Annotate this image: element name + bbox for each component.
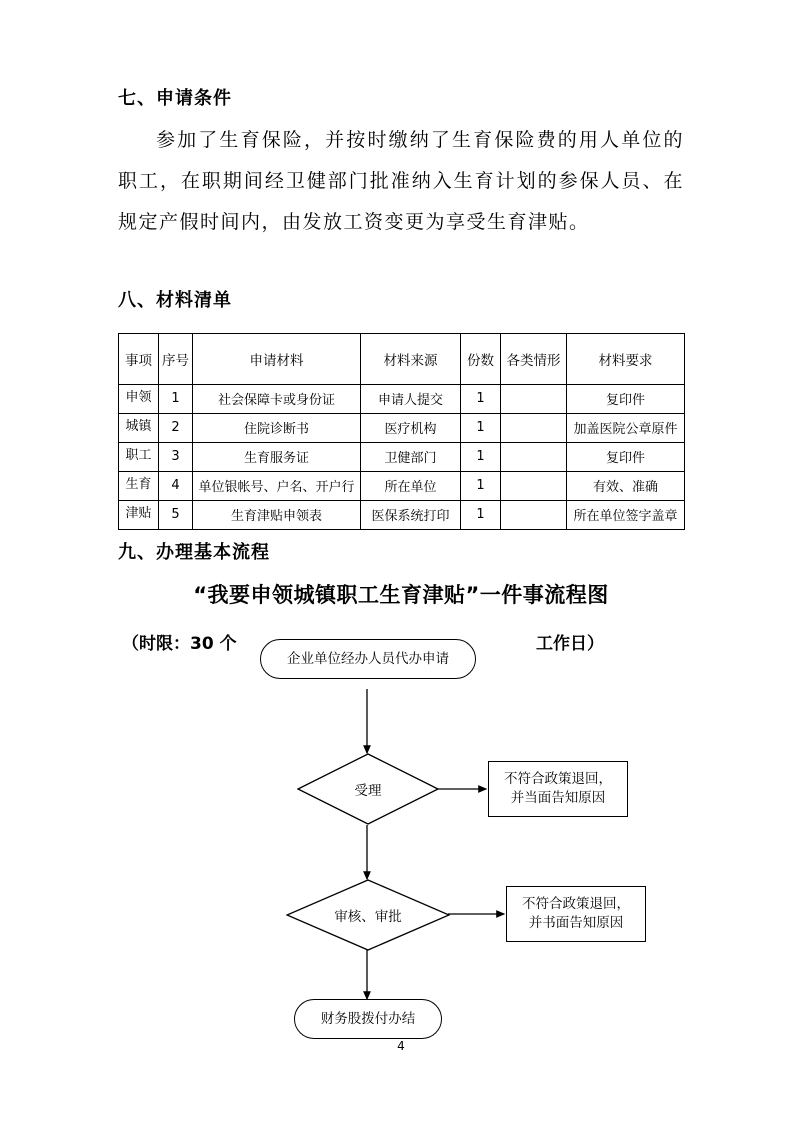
table-cell-source: 申请人提交	[361, 384, 461, 413]
table-cell-material: 住院诊断书	[193, 413, 361, 442]
table-cell-item: 申领	[119, 384, 159, 413]
table-cell-material: 生育服务证	[193, 442, 361, 471]
table-row	[119, 413, 685, 442]
table-cell-source: 医疗机构	[361, 413, 461, 442]
table-header-cell: 序号	[159, 333, 193, 384]
table-cell-item: 职工	[119, 442, 159, 471]
time-limit-left: （时限：30 个	[122, 634, 237, 655]
table-cell-case	[501, 442, 567, 471]
table-cell-case	[501, 500, 567, 529]
time-limit-right: 工作日）	[536, 634, 604, 655]
table-cell-count: 1	[461, 500, 501, 529]
flowchart	[118, 650, 684, 1054]
table-cell-no: 3	[159, 442, 193, 471]
table-header-cell: 材料来源	[361, 333, 461, 384]
table-cell-requirement: 加盖医院公章原件	[567, 413, 685, 442]
reject-onsite-line1: 不符合政策退回，	[504, 771, 612, 788]
table-row	[119, 471, 685, 500]
table-cell-material: 生育津贴申领表	[193, 500, 361, 529]
section-heading-process: 九、办理基本流程	[118, 541, 270, 563]
spacer	[118, 244, 684, 288]
table-cell-case	[501, 413, 567, 442]
conditions-paragraph: 参加了生育保险，并按时缴纳了生育保险费的用人单位的职工，在职期间经卫健部门批准纳入生育计划的参保人员、在规定产假时间内，由发放工资变更为享受生育津贴。	[118, 130, 684, 233]
flow-node-start: 企业单位经办人员代办申请	[260, 639, 476, 679]
table-cell-item: 生育	[119, 471, 159, 500]
table-header-cell: 材料要求	[567, 333, 685, 384]
table-cell-source: 所在单位	[361, 471, 461, 500]
section-heading-materials: 八、材料清单	[118, 289, 232, 311]
table-cell-item: 津贴	[119, 500, 159, 529]
reject-onsite-line2: 并当面告知原因	[510, 790, 606, 807]
table-cell-material: 单位银帐号、户名、开户行	[193, 471, 361, 500]
table-cell-no: 1	[159, 384, 193, 413]
spacer	[118, 530, 684, 540]
table-row	[119, 384, 685, 413]
flow-node-finish: 财务股拨付办结	[294, 999, 442, 1039]
table-body	[119, 384, 685, 529]
flow-node-review-label: 审核、审批	[334, 909, 402, 926]
table-cell-source: 卫健部门	[361, 442, 461, 471]
table-header	[119, 333, 685, 384]
table-header-cell: 份数	[461, 333, 501, 384]
table-header-cell: 事项	[119, 333, 159, 384]
table-header-cell: 各类情形	[501, 333, 567, 384]
table-cell-count: 1	[461, 442, 501, 471]
table-header-row	[119, 333, 685, 384]
table-cell-requirement: 复印件	[567, 384, 685, 413]
flow-node-accept	[297, 753, 439, 825]
table-header-cell: 申请材料	[193, 333, 361, 384]
page-content	[118, 86, 684, 1053]
table-cell-material: 社会保障卡或身份证	[193, 384, 361, 413]
reject-written-line1: 不符合政策退回，	[522, 896, 630, 913]
table-cell-count: 1	[461, 384, 501, 413]
flow-node-review	[286, 879, 450, 951]
table-cell-item: 城镇	[119, 413, 159, 442]
flowchart-title: “我要申领城镇职工生育津贴”一件事流程图	[193, 583, 609, 608]
flow-node-reject-onsite	[488, 761, 628, 817]
table-row	[119, 442, 685, 471]
table-cell-requirement: 有效、准确	[567, 471, 685, 500]
table-cell-requirement: 复印件	[567, 442, 685, 471]
table-row	[119, 500, 685, 529]
page-number: 4	[397, 1039, 405, 1054]
table-cell-count: 1	[461, 413, 501, 442]
table-cell-requirement: 所在单位签字盖章	[567, 500, 685, 529]
table-cell-no: 2	[159, 413, 193, 442]
flow-node-reject-written	[506, 886, 646, 942]
reject-written-line2: 并书面告知原因	[528, 915, 624, 932]
table-cell-source: 医保系统打印	[361, 500, 461, 529]
flow-node-accept-label: 受理	[354, 783, 382, 800]
table-cell-no: 5	[159, 500, 193, 529]
materials-table	[118, 333, 685, 530]
table-cell-count: 1	[461, 471, 501, 500]
table-cell-case	[501, 471, 567, 500]
table-cell-case	[501, 384, 567, 413]
section-heading-conditions: 七、申请条件	[118, 88, 232, 109]
table-cell-no: 4	[159, 471, 193, 500]
flow-connectors	[118, 661, 684, 1053]
